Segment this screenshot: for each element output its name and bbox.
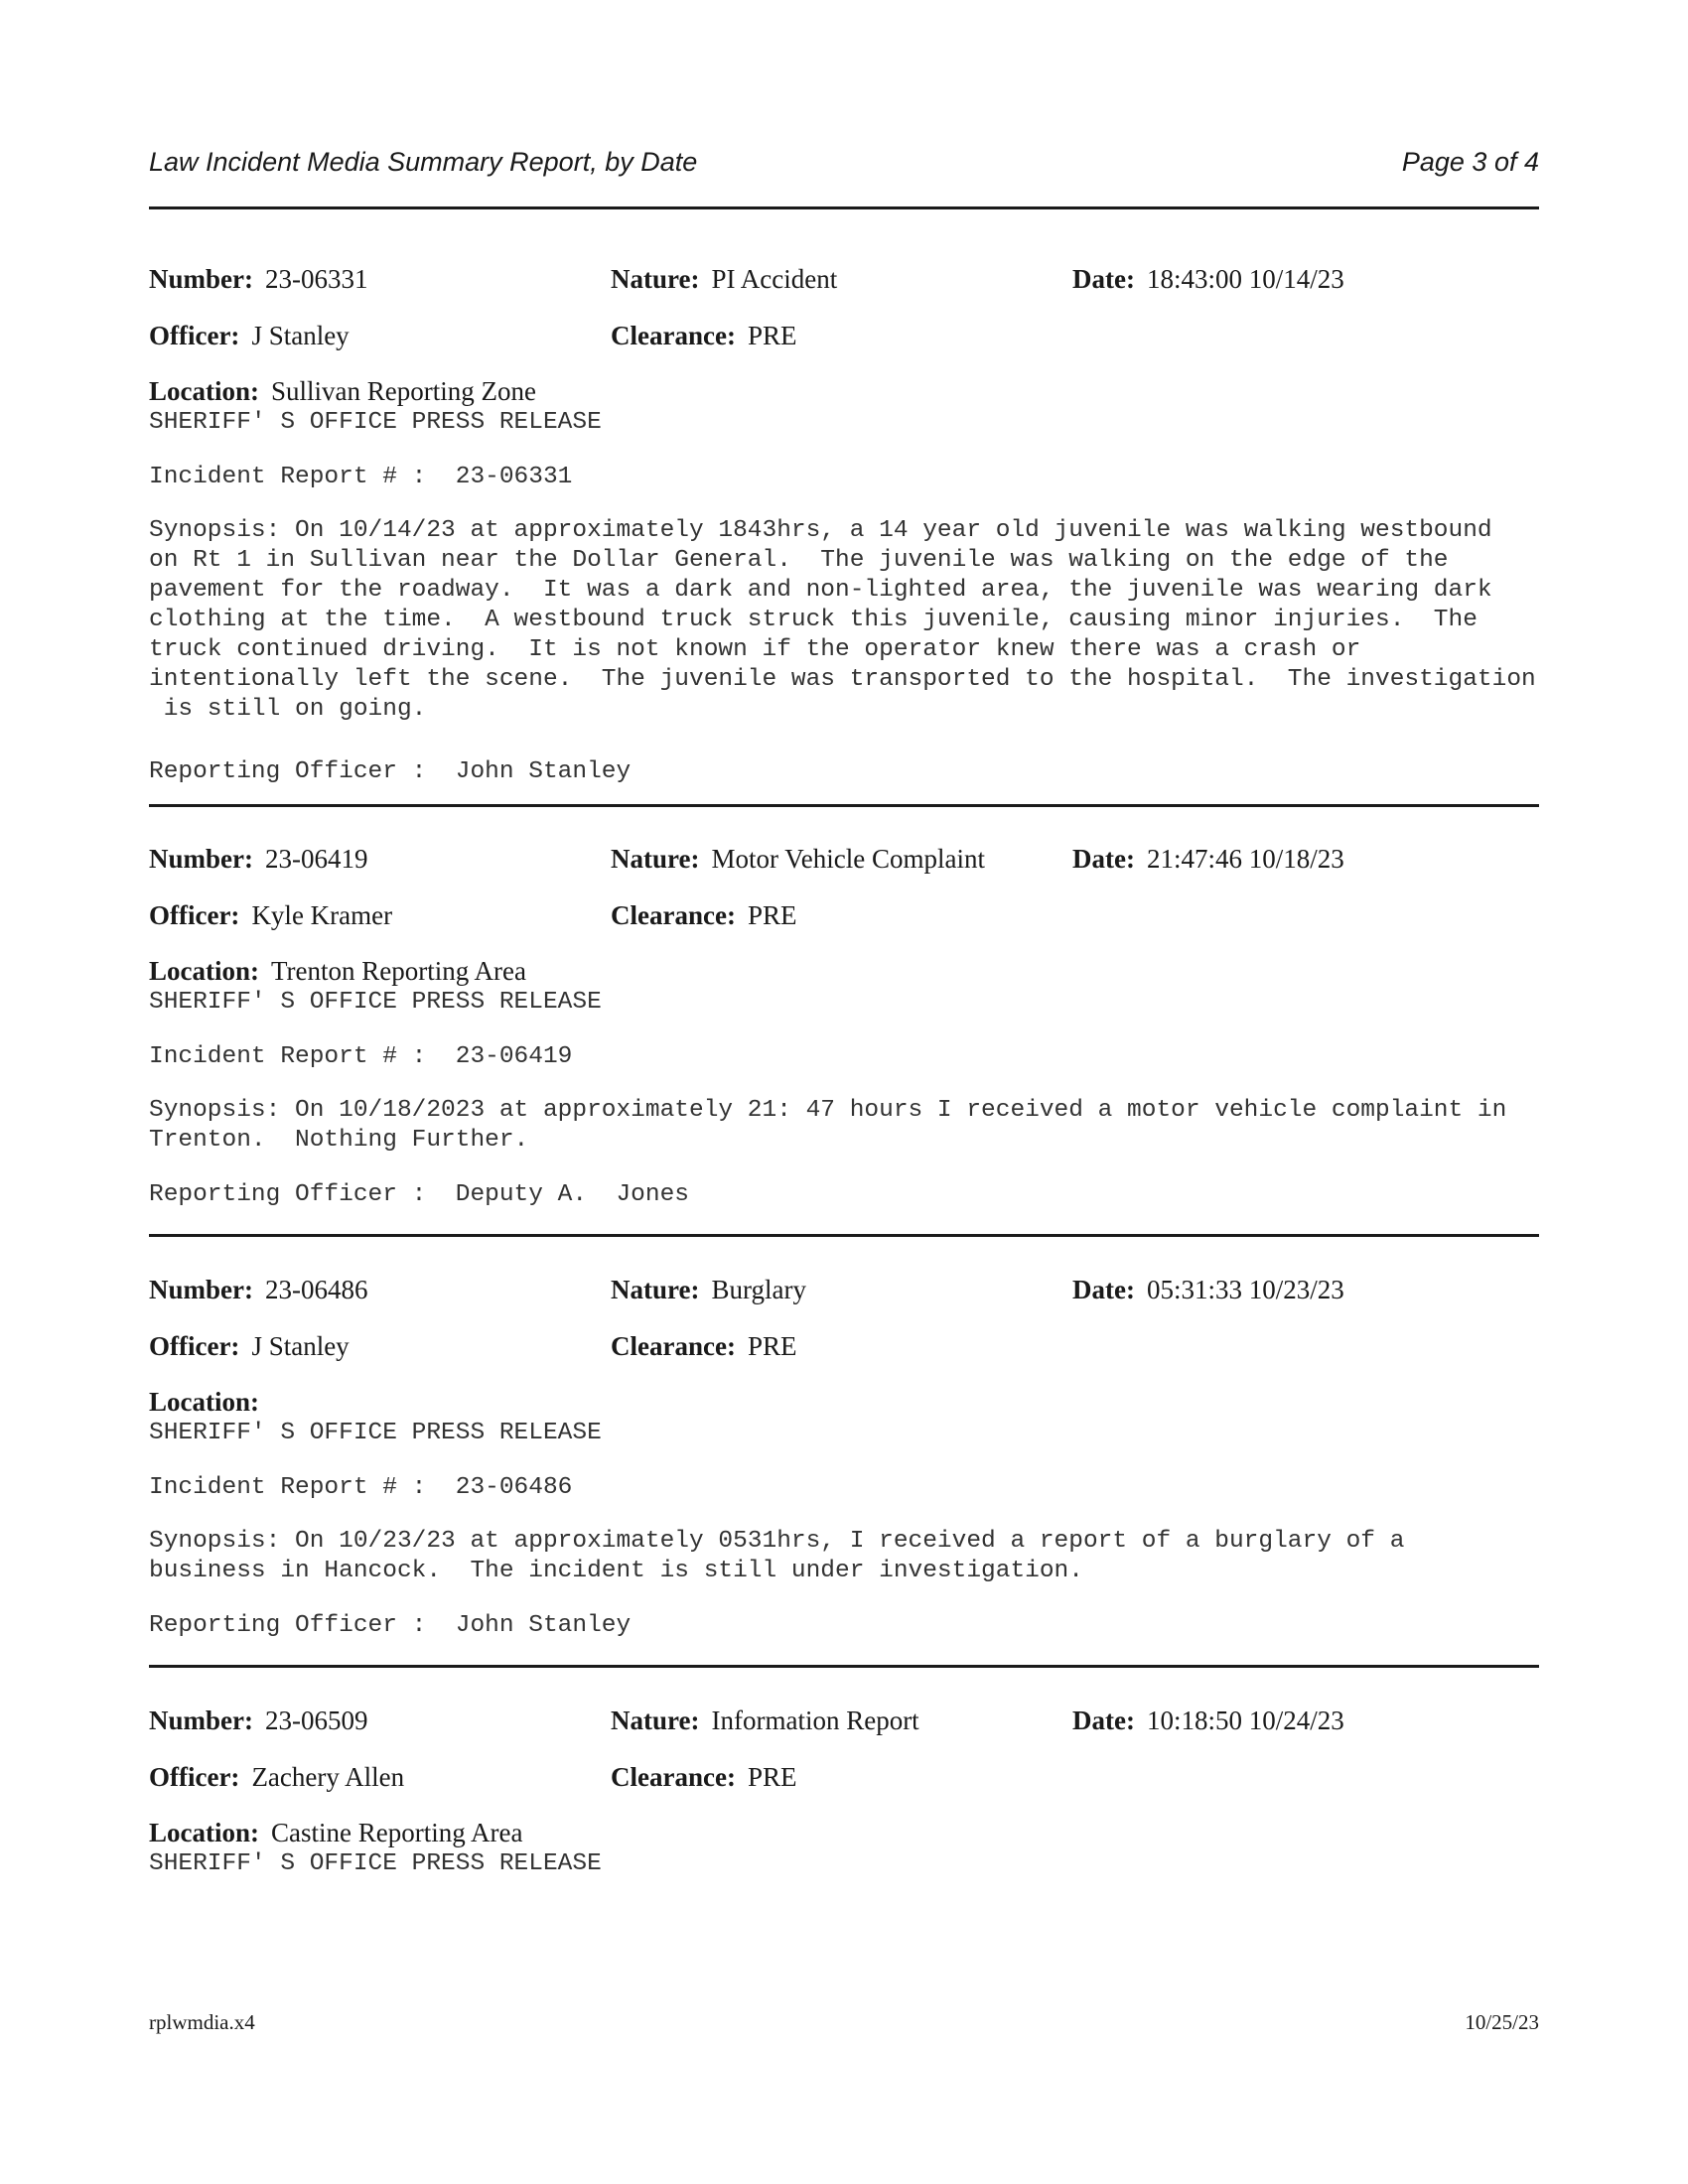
record-date: Date: 05:31:33 10/23/23 [1072,1275,1344,1304]
record-number: Number: 23-06419 [149,844,368,874]
record-nature: Nature: PI Accident [611,264,838,294]
record-date: Date: 21:47:46 10/18/23 [1072,844,1344,874]
record-officer: Officer: Kyle Kramer [149,900,393,930]
record-nature: Nature: Information Report [611,1706,919,1735]
incident-report-number: Incident Report # : 23-06486 [149,1474,573,1501]
record-location: Location: [149,1387,259,1417]
record-divider [149,1665,1539,1668]
press-release-line: SHERIFF' S OFFICE PRESS RELEASE [149,1420,602,1446]
record-location: Location: Castine Reporting Area [149,1818,523,1847]
press-release-line: SHERIFF' S OFFICE PRESS RELEASE [149,1850,602,1877]
record-officer: Officer: J Stanley [149,321,350,350]
footer-print-date: 10/25/23 [1465,2010,1539,2034]
record-nature: Nature: Motor Vehicle Complaint [611,844,985,874]
record-clearance: Clearance: PRE [611,1331,797,1361]
reporting-officer: Reporting Officer : Deputy A. Jones [149,1181,689,1208]
record-divider [149,1234,1539,1237]
record-number: Number: 23-06509 [149,1706,368,1735]
press-release-line: SHERIFF' S OFFICE PRESS RELEASE [149,409,602,436]
record-clearance: Clearance: PRE [611,900,797,930]
record-location: Location: Trenton Reporting Area [149,956,526,986]
incident-report-number: Incident Report # : 23-06419 [149,1043,573,1070]
synopsis-text: Synopsis: On 10/18/2023 at approximately 21: 47 hours I received a motor vehicle complaint in Trenton. Nothing Further. [149,1097,1507,1154]
synopsis-text: Synopsis: On 10/23/23 at approximately 0531hrs, I received a report of a burglary of a business in Hancock. The incident is still under investigation. [149,1528,1405,1584]
record-nature: Nature: Burglary [611,1275,806,1304]
record-date: Date: 10:18:50 10/24/23 [1072,1706,1344,1735]
record-location: Location: Sullivan Reporting Zone [149,376,536,406]
reporting-officer: Reporting Officer : John Stanley [149,758,632,785]
header-divider [149,206,1539,209]
synopsis-text: Synopsis: On 10/14/23 at approximately 1843hrs, a 14 year old juvenile was walking westbound on Rt 1 in Sullivan near the Dollar General. The juvenile was walking on the edge of the pavement for the roadway. It was a dark and non-lighted area, the juvenile was wearing dark clothing at the time. A westbound truck struck this juvenile, causing minor injuries. The truck continued driving. It is not known if the operator knew there was a crash or intentionally left the scene. The juvenile was transported to the hospital. The investigation is still on going. [149,517,1536,723]
record-officer: Officer: J Stanley [149,1331,350,1361]
footer-report-code: rplwmdia.x4 [149,2010,255,2034]
page-number: Page 3 of 4 [1401,147,1539,177]
record-clearance: Clearance: PRE [611,1762,797,1792]
record-clearance: Clearance: PRE [611,321,797,350]
report-title: Law Incident Media Summary Report, by Date [149,147,698,177]
record-number: Number: 23-06331 [149,264,368,294]
incident-report-number: Incident Report # : 23-06331 [149,464,573,490]
report-header [149,147,1539,187]
record-number: Number: 23-06486 [149,1275,368,1304]
record-divider [149,804,1539,807]
press-release-line: SHERIFF' S OFFICE PRESS RELEASE [149,989,602,1016]
reporting-officer: Reporting Officer : John Stanley [149,1612,632,1639]
record-date: Date: 18:43:00 10/14/23 [1072,264,1344,294]
record-officer: Officer: Zachery Allen [149,1762,405,1792]
